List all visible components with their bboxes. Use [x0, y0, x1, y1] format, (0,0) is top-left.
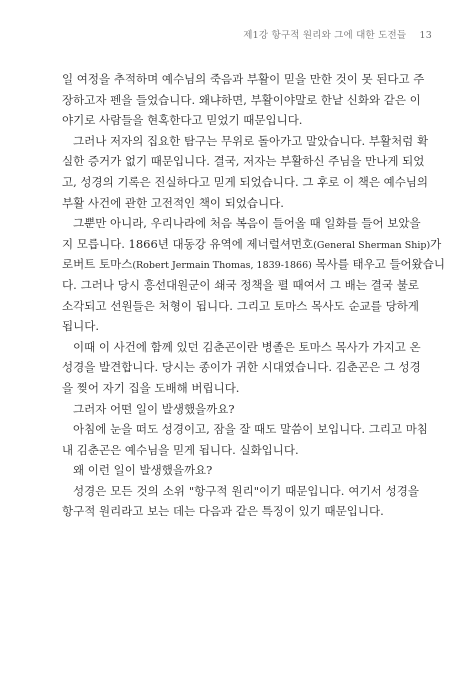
text-line: 소각되고 선원들은 처형이 됩니다. 그리고 토마스 목사도 순교를 당하게 [62, 298, 419, 313]
text-line: 왜 이런 일이 발생했을까요? [73, 463, 213, 478]
text-line: 이때 이 사건에 함께 있던 김춘곤이란 병졸은 토마스 목사가 가지고 온 [73, 339, 421, 354]
text-segment: (Robert Jermain Thomas, 1839-1866) [132, 260, 312, 272]
text-line: 일 여정을 추적하며 예수님의 죽음과 부활이 믿을 만한 것이 못 된다고 주 [62, 72, 425, 86]
text-line [62, 234, 442, 255]
text-line: 고, 성경의 기록은 진실하다고 믿게 되었습니다. 그 후로 이 책은 예수님의 [62, 174, 429, 189]
text-line: 성경을 발견합니다. 당시는 종이가 귀한 시대였습니다. 김춘곤은 그 성경 [62, 360, 421, 375]
text-line: 됩니다. [62, 319, 99, 334]
text-line: 야기로 사람들을 현혹한다고 믿었기 때문입니다. [62, 113, 303, 128]
text-segment: 가 [430, 236, 442, 251]
text-line: 성경은 모든 것의 소위 "항구적 원리"이기 때문입니다. 여기서 성경을 [73, 483, 419, 498]
text-line [62, 254, 445, 275]
text-line: 그뿐만 아니라, 우리나라에 처음 복음이 들어올 때 일화를 들어 보았을 [73, 216, 421, 231]
text-line: 그러자 어떤 일이 발생했을까요? [73, 401, 235, 416]
text-segment: 지 모릅니다. 1866년 대동강 유역에 제너럴셔먼호 [62, 236, 314, 251]
text-line: 장하고자 펜을 들었습니다. 왜냐하면, 부활이야말로 한낱 신화와 같은 이 [62, 92, 421, 107]
text-line: 아침에 눈을 떠도 성경이고, 잠을 잘 때도 말씀이 보입니다. 그리고 마침 [73, 422, 428, 437]
body-text [62, 69, 445, 522]
text-line: 다. 그러나 당시 흥선대원군이 쇄국 정책을 펼 때여서 그 배는 결국 불로 [62, 277, 419, 292]
text-line: 을 찢어 자기 집을 도배해 버립니다. [62, 380, 240, 395]
text-line: 부활 사건에 관한 고전적인 책이 되었습니다. [62, 195, 284, 210]
running-title: 제1강 항구적 원리와 그에 대한 도전들 [243, 30, 407, 41]
text-line: 실한 증거가 없기 때문입니다. 결국, 저자는 부활하신 주님을 만나게 되었 [62, 154, 425, 169]
text-line: 항구적 원리라고 보는 데는 다음과 같은 특징이 있기 때문입니다. [62, 504, 384, 519]
text-segment: (General Sherman Ship) [313, 239, 431, 251]
page-number: 13 [419, 30, 432, 41]
text-line: 내 김춘곤은 예수님을 믿게 됩니다. 실화입니다. [62, 442, 299, 457]
text-line: 그러나 저자의 집요한 탐구는 무위로 돌아가고 말았습니다. 부활처럼 확 [73, 133, 429, 148]
text-segment: 목사를 태우고 들어왔습니 [311, 257, 445, 272]
text-segment: 로버트 토마스 [62, 257, 133, 272]
running-header [243, 27, 432, 41]
